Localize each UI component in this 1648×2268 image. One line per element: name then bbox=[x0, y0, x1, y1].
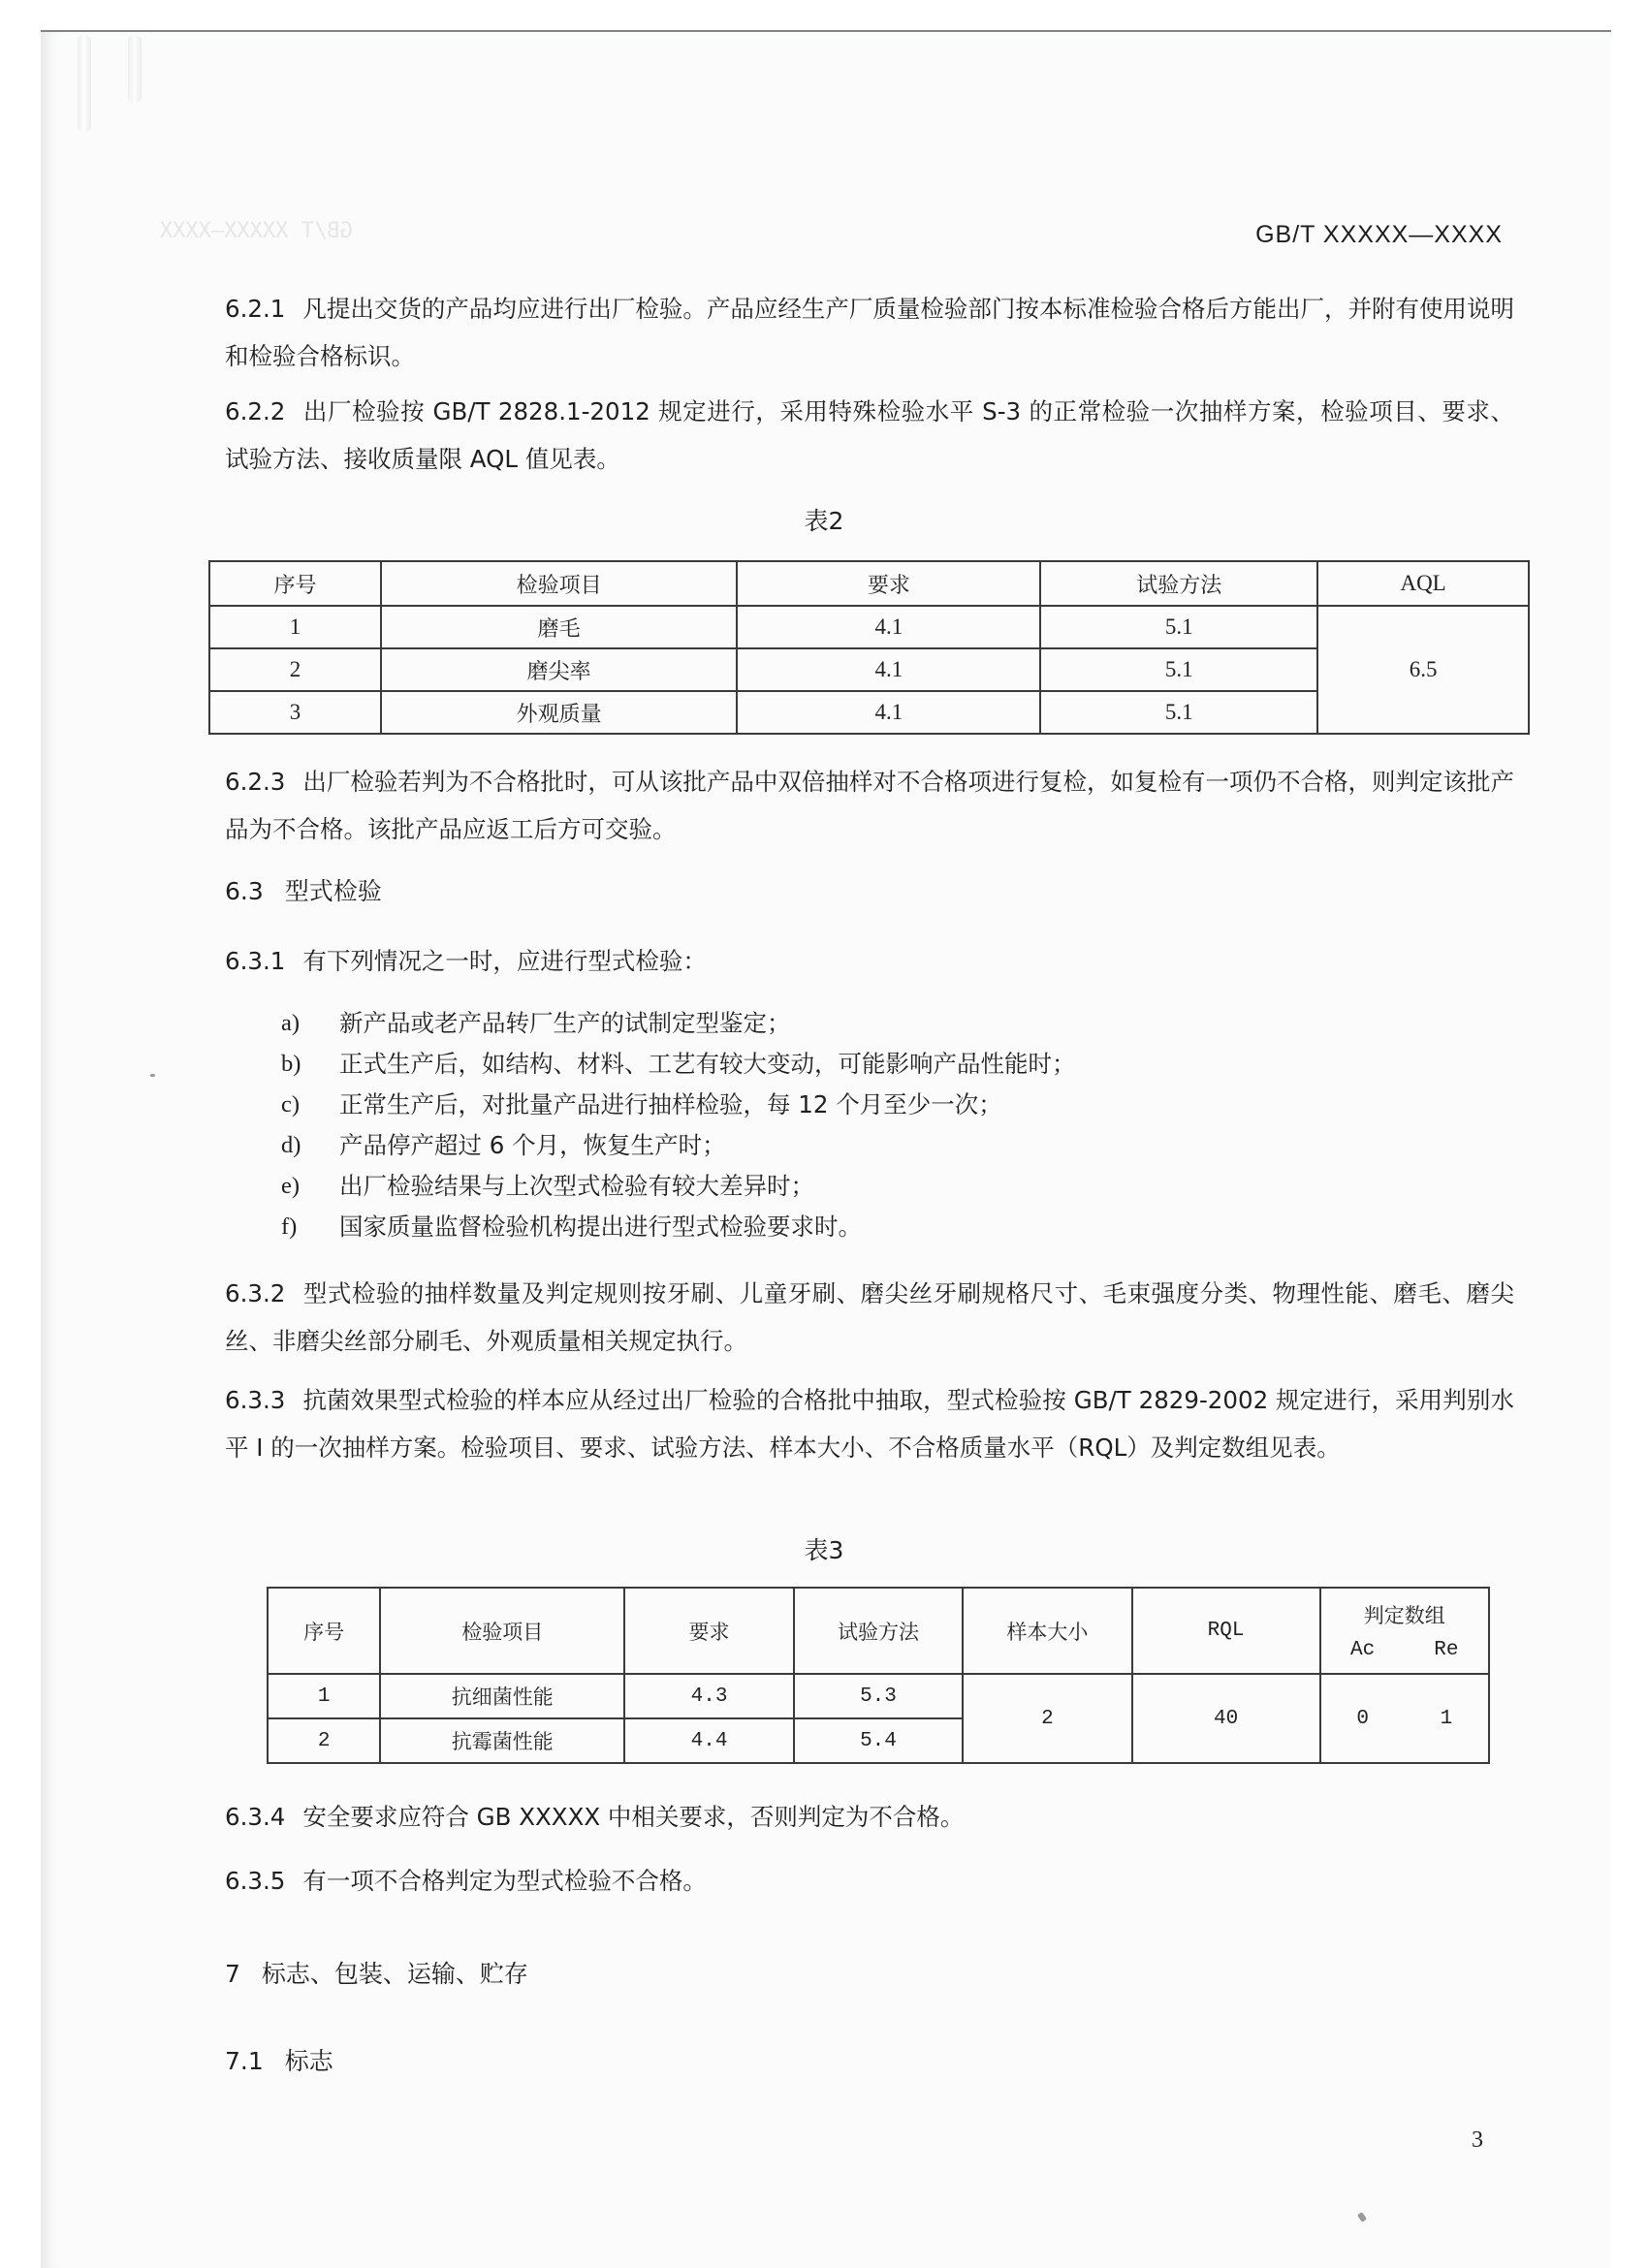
clause-text: 安全要求应符合 GB XXXXX 中相关要求，否则判定为不合格。 bbox=[302, 1803, 965, 1831]
list-marker: b) bbox=[281, 1051, 301, 1077]
column-header-judgement bbox=[1320, 1588, 1490, 1674]
column-header: 检验项目 bbox=[381, 561, 737, 606]
cell-requirement: 4.3 bbox=[624, 1674, 793, 1718]
list-marker: c) bbox=[281, 1091, 301, 1118]
cell-no: 1 bbox=[268, 1674, 380, 1718]
cell-method: 5.1 bbox=[1040, 606, 1317, 648]
clause-number: 6.2.3 bbox=[225, 768, 286, 796]
standard-code-header: GB/T XXXXX—XXXX bbox=[1255, 221, 1503, 248]
table-header-row bbox=[268, 1588, 1489, 1674]
section-number: 6.3 bbox=[225, 877, 264, 905]
section-heading-7 bbox=[225, 1955, 528, 1990]
clause-text: 出厂检验若判为不合格批时，可从该批产品中双倍抽样对不合格项进行复检，如复检有一项仍不合格，则判定该批产品为不合格。该批产品应返工后方可交验。 bbox=[225, 768, 1514, 843]
clause-text: 型式检验的抽样数量及判定规则按牙刷、儿童牙刷、磨尖丝牙刷规格尺寸、毛束强度分类、物理性能、磨毛、磨尖丝、非磨尖丝部分刷毛、外观质量相关规定执行。 bbox=[225, 1279, 1514, 1355]
clause-6-3-3 bbox=[225, 1376, 1514, 1471]
cell-item: 磨毛 bbox=[381, 606, 737, 648]
clause-6-3-2 bbox=[225, 1270, 1514, 1365]
judgement-header-label: 判定数组 bbox=[1363, 1604, 1445, 1627]
cell-no: 2 bbox=[268, 1718, 380, 1763]
clause-number: 6.3.2 bbox=[225, 1279, 286, 1307]
ac-label: Ac bbox=[1350, 1639, 1376, 1661]
table-3-caption: 表3 bbox=[804, 1536, 844, 1564]
cell-requirement: 4.4 bbox=[624, 1718, 793, 1763]
re-label: Re bbox=[1434, 1639, 1459, 1661]
column-header: RQL bbox=[1132, 1588, 1320, 1674]
cell-aql: 6.5 bbox=[1317, 606, 1529, 734]
cell-item: 抗霉菌性能 bbox=[380, 1718, 624, 1763]
section-title: 标志 bbox=[284, 2047, 333, 2075]
cell-requirement: 4.1 bbox=[737, 648, 1040, 691]
clause-text: 有一项不合格判定为型式检验不合格。 bbox=[302, 1867, 707, 1895]
table-row bbox=[268, 1674, 1489, 1718]
condition-list bbox=[281, 1003, 1076, 1247]
ac-re-values bbox=[1321, 1708, 1489, 1730]
cell-requirement: 4.1 bbox=[737, 691, 1040, 734]
cell-method: 5.1 bbox=[1040, 691, 1317, 734]
cell-item: 磨尖率 bbox=[381, 648, 737, 691]
clause-6-3-5 bbox=[225, 1857, 1514, 1905]
page-number: 3 bbox=[1472, 2127, 1483, 2153]
paper-crease bbox=[78, 35, 91, 132]
list-marker: e) bbox=[281, 1173, 301, 1199]
column-header: 序号 bbox=[268, 1588, 380, 1674]
table-2 bbox=[208, 560, 1530, 735]
cell-rql: 40 bbox=[1132, 1674, 1320, 1763]
re-value: 1 bbox=[1440, 1707, 1453, 1730]
table-row bbox=[209, 606, 1529, 648]
clause-6-3-4 bbox=[225, 1793, 1514, 1841]
section-number: 7.1 bbox=[225, 2047, 264, 2075]
list-item bbox=[281, 1003, 1076, 1044]
cell-item: 抗细菌性能 bbox=[380, 1674, 624, 1718]
clause-text: 抗菌效果型式检验的样本应从经过出厂检验的合格批中抽取，型式检验按 GB/T 2829-2002 规定进行，采用判别水平 I 的一次抽样方案。检验项目、要求、试验方法、样本大小、不合格质量水平（RQL）及判定数组见表。 bbox=[225, 1386, 1514, 1462]
list-text: 产品停产超过 6 个月，恢复生产时； bbox=[339, 1131, 726, 1159]
clause-text: 有下列情况之一时，应进行型式检验： bbox=[302, 947, 707, 975]
list-text: 新产品或老产品转厂生产的试制定型鉴定； bbox=[339, 1009, 791, 1037]
column-header: 样本大小 bbox=[963, 1588, 1131, 1674]
list-text: 正式生产后，如结构、材料、工艺有较大变动，可能影响产品性能时； bbox=[339, 1050, 1076, 1078]
list-marker: a) bbox=[281, 1010, 301, 1036]
list-marker: d) bbox=[281, 1132, 301, 1158]
list-item bbox=[281, 1166, 1076, 1207]
clause-text: 凡提出交货的产品均应进行出厂检验。产品应经生产厂质量检验部门按本标准检验合格后方能出厂，并附有使用说明和检验合格标识。 bbox=[225, 295, 1514, 370]
clause-number: 6.3.5 bbox=[225, 1867, 286, 1895]
clause-text: 出厂检验按 GB/T 2828.1-2012 规定进行，采用特殊检验水平 S-3 的正常检验一次抽样方案，检验项目、要求、试验方法、接收质量限 AQL 值见表。 bbox=[225, 397, 1514, 473]
section-heading-6-3 bbox=[225, 872, 382, 907]
clause-6-3-1 bbox=[225, 937, 1514, 985]
cell-ac-re bbox=[1320, 1674, 1490, 1763]
section-heading-7-1 bbox=[225, 2042, 333, 2077]
list-marker: f) bbox=[281, 1213, 298, 1240]
column-header: 试验方法 bbox=[794, 1588, 963, 1674]
section-number: 7 bbox=[225, 1960, 240, 1988]
paper-crease bbox=[128, 35, 142, 103]
scan-speck bbox=[150, 1074, 155, 1077]
cell-sample-size: 2 bbox=[963, 1674, 1131, 1763]
cell-method: 5.4 bbox=[794, 1718, 963, 1763]
list-item bbox=[281, 1085, 1076, 1125]
table-2-caption: 表2 bbox=[804, 507, 844, 535]
clause-number: 6.3.3 bbox=[225, 1386, 286, 1414]
cell-no: 1 bbox=[209, 606, 381, 648]
clause-number: 6.3.4 bbox=[225, 1803, 286, 1831]
cell-method: 5.3 bbox=[794, 1674, 963, 1718]
column-header: 检验项目 bbox=[380, 1588, 624, 1674]
cell-no: 3 bbox=[209, 691, 381, 734]
section-title: 型式检验 bbox=[284, 877, 382, 905]
column-header: AQL bbox=[1317, 561, 1529, 606]
ac-re-subheader bbox=[1321, 1639, 1489, 1661]
clause-number: 6.2.2 bbox=[225, 397, 286, 425]
column-header: 要求 bbox=[624, 1588, 793, 1674]
ac-value: 0 bbox=[1356, 1707, 1369, 1730]
clause-number: 6.2.1 bbox=[225, 295, 286, 323]
column-header: 试验方法 bbox=[1040, 561, 1317, 606]
list-text: 国家质量监督检验机构提出进行型式检验要求时。 bbox=[339, 1213, 862, 1241]
table-3 bbox=[267, 1587, 1490, 1764]
table-header-row bbox=[209, 561, 1529, 606]
list-item bbox=[281, 1044, 1076, 1085]
clause-6-2-3 bbox=[225, 758, 1514, 853]
bleed-through-header: GB/T XXXXX—XXXX bbox=[160, 219, 353, 243]
list-text: 正常生产后，对批量产品进行抽样检验，每 12 个月至少一次； bbox=[339, 1090, 1002, 1118]
list-item bbox=[281, 1207, 1076, 1247]
section-title: 标志、包装、运输、贮存 bbox=[261, 1960, 528, 1988]
column-header: 要求 bbox=[737, 561, 1040, 606]
cell-no: 2 bbox=[209, 648, 381, 691]
clause-number: 6.3.1 bbox=[225, 947, 286, 975]
column-header: 序号 bbox=[209, 561, 381, 606]
list-item bbox=[281, 1125, 1076, 1166]
cell-requirement: 4.1 bbox=[737, 606, 1040, 648]
cell-item: 外观质量 bbox=[381, 691, 737, 734]
cell-method: 5.1 bbox=[1040, 648, 1317, 691]
list-text: 出厂检验结果与上次型式检验有较大差异时； bbox=[339, 1172, 814, 1200]
clause-6-2-2 bbox=[225, 388, 1514, 483]
clause-6-2-1 bbox=[225, 285, 1514, 380]
